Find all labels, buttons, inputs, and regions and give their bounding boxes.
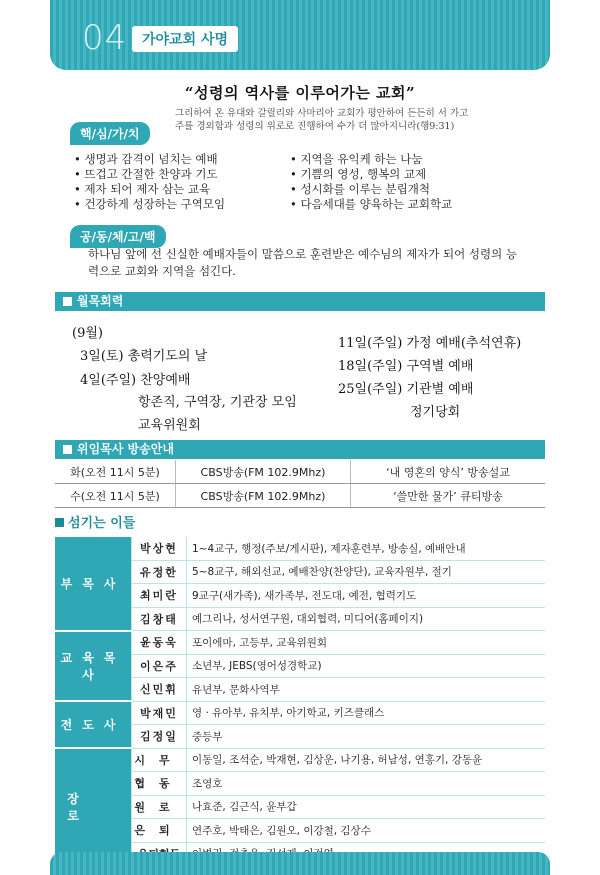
- commitment-text: 하나님 앞에 선 신실한 예배자들이 말씀으로 훈련받은 예수님의 제자가 되어 성령의 능력으로 교회와 지역을 섬긴다.: [88, 247, 518, 278]
- core-values-right: [290, 152, 452, 212]
- staff-name: 협동: [132, 772, 187, 796]
- core-value: • 다음세대를 양육하는 교회학교: [290, 197, 452, 212]
- broadcast-station: CBS방송(FM 102.9Mhz): [176, 460, 351, 484]
- staff-role: 조영호: [187, 772, 546, 796]
- staff-role: 5~8교구, 해외선교, 예배찬양(찬양단), 교육자원부, 절기: [187, 560, 546, 584]
- staff-role: 유년부, 문화사역부: [187, 678, 546, 702]
- staff-role: 영 · 유아부, 유치부, 아기학교, 키즈클래스: [187, 701, 546, 725]
- staff-header: [55, 512, 135, 531]
- mission-verse: [175, 107, 525, 133]
- schedule-item: 항존직, 구역장, 기관장 모임: [138, 395, 297, 410]
- table-row: [55, 484, 545, 508]
- broadcast-header: [55, 440, 545, 459]
- staff-name: 박상현: [132, 537, 187, 560]
- schedule-item: 25일(주일) 기관별 예배: [338, 382, 474, 397]
- staff-name: 윤동욱: [132, 631, 187, 655]
- core-value: • 뜨겁고 간절한 찬양과 기도: [74, 167, 225, 182]
- staff-name: 김정일: [132, 725, 187, 749]
- square-icon: [55, 518, 64, 527]
- core-values-label: 핵/심/가/치: [70, 122, 150, 145]
- table-row: [55, 537, 545, 560]
- staff-table: [55, 537, 545, 867]
- staff-role: 포이에마, 고등부, 교육위원회: [187, 631, 546, 655]
- broadcast-title: 위임목사 방송안내: [77, 442, 174, 456]
- broadcast-program: ‘쓸만한 물가’ 큐티방송: [351, 484, 546, 508]
- schedule-item: 3일(토) 총력기도의 날: [80, 349, 208, 364]
- schedule-month: (9월): [72, 326, 103, 341]
- staff-role: 예그리나, 성서연구원, 대외협력, 미디어(홈페이지): [187, 607, 546, 631]
- staff-title: 섬기는 이들: [68, 516, 136, 531]
- schedule-title: 월목회력: [77, 294, 124, 308]
- table-row: [55, 631, 545, 655]
- footer-banner: [50, 852, 550, 875]
- commitment-label: 공/동/체/고/백: [70, 225, 166, 248]
- staff-group: 장로: [55, 748, 132, 866]
- core-value: • 제자 되어 제자 삼는 교육: [74, 182, 225, 197]
- staff-name: 시무: [132, 748, 187, 772]
- broadcast-program: ‘내 영혼의 양식’ 방송설교: [351, 460, 546, 484]
- staff-name: 김창태: [132, 607, 187, 631]
- section-number: 04: [82, 18, 128, 58]
- square-icon: [63, 445, 72, 454]
- core-value: • 성시화를 이루는 분립개척: [290, 182, 452, 197]
- broadcast-station: CBS방송(FM 102.9Mhz): [176, 484, 351, 508]
- staff-group: 부목사: [55, 537, 132, 631]
- schedule-item: 4일(주일) 찬양예배: [80, 373, 191, 388]
- core-value: • 지역을 유익케 하는 나눔: [290, 152, 452, 167]
- staff-role: 중등부: [187, 725, 546, 749]
- staff-group: 교육목사: [55, 631, 132, 702]
- staff-name: 최미란: [132, 584, 187, 608]
- section-title: 가야교회 사명: [132, 26, 238, 52]
- broadcast-time: 수(오전 11시 5분): [55, 484, 176, 508]
- schedule-item: 교육위원회: [138, 418, 201, 433]
- schedule-item: 정기당회: [410, 405, 461, 420]
- staff-name: 유정한: [132, 560, 187, 584]
- staff-name: 이은주: [132, 654, 187, 678]
- staff-role: 연주호, 박태은, 김원오, 이강철, 김상수: [187, 819, 546, 843]
- schedule-item: 18일(주일) 구역별 예배: [338, 359, 474, 374]
- staff-name: 원로: [132, 795, 187, 819]
- verse-line-2: 주를 경외함과 성령의 위로로 진행하여 수가 더 많아지니라(행9:31): [175, 121, 455, 132]
- staff-role: 이동일, 조석순, 박재현, 김상운, 나기용, 허남성, 연홍기, 강동윤: [187, 748, 546, 772]
- core-values-left: [74, 152, 225, 212]
- table-row: [55, 460, 545, 484]
- staff-role: 9교구(새가족), 새가족부, 전도대, 예전, 협력기도: [187, 584, 546, 608]
- table-row: [55, 748, 545, 772]
- core-value: • 건강하게 성장하는 구역모임: [74, 197, 225, 212]
- schedule-item: 11일(주일) 가정 예배(추석연휴): [338, 336, 522, 351]
- mission-slogan: “성령의 역사를 이루어가는 교회”: [184, 84, 416, 102]
- verse-line-1: 그리하여 온 유대와 갈릴리와 사마리아 교회가 평안하여 든든히 서 가고: [175, 108, 469, 119]
- core-value: • 생명과 감격이 넘치는 예배: [74, 152, 225, 167]
- schedule-header: [55, 292, 545, 311]
- core-value: • 기쁨의 영성, 행복의 교제: [290, 167, 452, 182]
- staff-role: 소년부, JEBS(영어성경학교): [187, 654, 546, 678]
- staff-role: 나효준, 김근식, 윤부갑: [187, 795, 546, 819]
- broadcast-table: [55, 460, 545, 508]
- staff-role: 1~4교구, 행정(주보/게시판), 제자훈련부, 방송실, 예배안내: [187, 537, 546, 560]
- staff-name: 은퇴: [132, 819, 187, 843]
- square-icon: [63, 297, 72, 306]
- staff-group: 전도사: [55, 701, 132, 748]
- staff-name: 박재민: [132, 701, 187, 725]
- table-row: [55, 701, 545, 725]
- staff-name: 신민휘: [132, 678, 187, 702]
- broadcast-time: 화(오전 11시 5분): [55, 460, 176, 484]
